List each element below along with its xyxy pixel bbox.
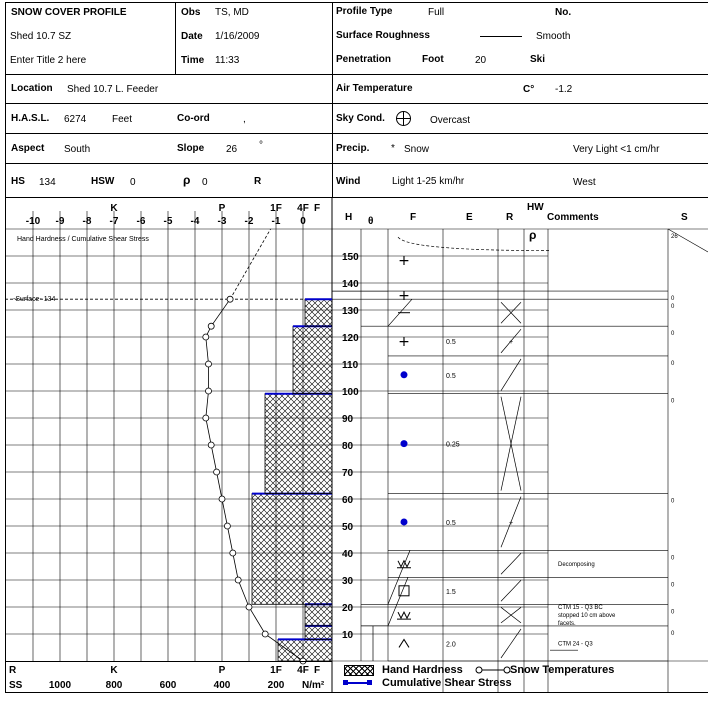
layer-comment: facets. xyxy=(558,621,576,628)
r-label: R xyxy=(254,176,262,187)
chart-title: Hand Hardness / Cumulative Shear Stress xyxy=(17,236,149,243)
profile-type-label: Profile Type xyxy=(336,6,393,17)
snow-temperature-point xyxy=(206,361,212,367)
col-h-header: H xyxy=(345,212,353,223)
height-tick-label: 110 xyxy=(342,360,359,371)
height-tick-label: 120 xyxy=(342,333,359,344)
height-tick-label: 70 xyxy=(342,468,354,479)
footer-ss-unit: N/m² xyxy=(302,680,325,691)
location-value: Shed 10.7 L. Feeder xyxy=(67,84,159,95)
snow-temperature-point xyxy=(262,631,268,637)
hardness-bar xyxy=(293,326,332,394)
time-value: 11:33 xyxy=(215,55,240,66)
profile-title: SNOW COVER PROFILE xyxy=(11,7,127,18)
legend-shear-label: Cumulative Shear Stress xyxy=(382,677,512,689)
col-hw-header: HW xyxy=(527,202,544,213)
stability-value: 0 xyxy=(671,360,675,367)
footer-ss-1000: 1000 xyxy=(48,680,72,691)
hsw-label: HSW xyxy=(91,176,115,187)
temp-tick-label: -10 xyxy=(25,216,41,227)
hasl-unit: Feet xyxy=(112,114,133,125)
height-tick-label: 10 xyxy=(342,630,354,641)
height-tick-label: 130 xyxy=(342,306,359,317)
temp-tick-label: -3 xyxy=(217,216,227,227)
temp-tick-label: -8 xyxy=(82,216,92,227)
snow-temperature-point xyxy=(203,334,209,340)
snow-temperature-point xyxy=(203,415,209,421)
footer-ss-800: 800 xyxy=(105,680,123,691)
stability-value: 0 xyxy=(671,304,675,311)
grain-size-value: 0.25 xyxy=(446,441,460,449)
penetration-value: 20 xyxy=(475,55,487,66)
col-r-header: R xyxy=(506,212,514,223)
snow-temperature-point xyxy=(208,442,214,448)
hardness-bar xyxy=(265,394,332,494)
precip-rate: Very Light <1 cm/hr xyxy=(573,144,660,155)
depth-hoar-icon xyxy=(399,639,409,647)
height-tick-label: 100 xyxy=(342,387,359,398)
s-column-diagonal xyxy=(668,229,708,252)
coord-value: , xyxy=(243,114,246,125)
new-snow-icon: + xyxy=(398,253,410,270)
wind-label: Wind xyxy=(336,176,361,187)
footer-ss-600: 600 xyxy=(159,680,177,691)
penetration-label: Penetration xyxy=(336,54,392,65)
time-label: Time xyxy=(181,55,205,66)
precip-symbol: * xyxy=(391,143,395,154)
wind-direction: West xyxy=(573,177,596,188)
stability-value: 0 xyxy=(671,296,675,303)
hardness-bar xyxy=(305,299,332,326)
height-tick-label: 40 xyxy=(342,549,354,560)
hardness-bar xyxy=(252,494,332,605)
snow-temperature-point xyxy=(219,496,225,502)
footer-rule-top xyxy=(5,661,332,662)
stability-value: 0 xyxy=(671,609,675,616)
resistance-slash xyxy=(501,580,521,601)
hasl-label: H.A.S.L. xyxy=(11,113,50,124)
grain-size-value: 0.5 xyxy=(446,372,456,380)
resistance-plus: + xyxy=(508,339,514,347)
legend-shear-swatch xyxy=(343,678,375,688)
snow-temperature-point xyxy=(214,469,220,475)
snow-temperature-point xyxy=(235,577,241,583)
aspect-label: Aspect xyxy=(11,143,45,154)
height-tick-label: 150 xyxy=(342,252,359,263)
hsw-value: 0 xyxy=(130,177,136,188)
col-s-header: S xyxy=(681,212,688,223)
rounded-grains-icon xyxy=(401,440,408,447)
resistance-slash xyxy=(501,629,521,658)
precip-value: Snow xyxy=(404,144,430,155)
footer-ss-400: 400 xyxy=(213,680,231,691)
axis-letter-p-top: P xyxy=(218,203,226,214)
footer-f: F xyxy=(313,665,321,676)
col-f-header: F xyxy=(410,212,417,223)
legend-hardness-swatch xyxy=(344,665,374,676)
legend-temp-label: Snow Temperatures xyxy=(510,664,615,676)
mixed-forms-icon xyxy=(397,612,411,619)
height-tick-label: 80 xyxy=(342,441,354,452)
temp-tick-label: -4 xyxy=(190,216,200,227)
hardness-bar xyxy=(278,639,332,661)
resistance-slash xyxy=(501,553,521,574)
legend-temp-swatch xyxy=(474,664,514,676)
coord-label: Co-ord xyxy=(177,113,210,124)
rounded-grains-icon xyxy=(401,518,408,525)
air-temp-value: -1.2 xyxy=(555,84,573,95)
height-tick-label: 60 xyxy=(342,495,354,506)
wind-value: Light 1-25 km/hr xyxy=(392,176,465,187)
footer-k: K xyxy=(110,665,118,676)
col-e-header: E xyxy=(466,212,473,223)
sky-label: Sky Cond. xyxy=(336,113,385,124)
height-tick-label: 140 xyxy=(342,279,359,290)
rho-value: 0 xyxy=(202,177,208,188)
penetration-unit: Foot xyxy=(422,54,444,65)
temp-tick-label: -1 xyxy=(271,216,281,227)
theta-dashed-trace xyxy=(398,237,549,251)
profile-subtitle-2: Enter Title 2 here xyxy=(10,55,87,66)
stability-value: 0 xyxy=(671,630,675,637)
air-temperature-line xyxy=(230,229,271,299)
slope-value: 26 xyxy=(226,144,238,155)
profile-type-value: Full xyxy=(428,7,445,18)
layer-comment: stopped 10 cm above xyxy=(558,613,616,620)
layer-comment: CTM 15 - Q3 BC xyxy=(558,605,603,612)
col-theta-header: θ xyxy=(368,216,374,227)
snow-temperature-point xyxy=(206,388,212,394)
footer-r: R xyxy=(9,665,17,676)
rounded-grains-icon xyxy=(401,371,408,378)
resistance-slash xyxy=(501,359,521,391)
aspect-value: South xyxy=(64,144,91,155)
snow-temperature-point xyxy=(227,296,233,302)
hs-value: 134 xyxy=(39,177,56,188)
rho-label: ρ xyxy=(183,173,191,187)
layer-comment: CTM 24 - Q3 xyxy=(558,641,593,648)
temp-tick-label: -9 xyxy=(55,216,65,227)
no-label: No. xyxy=(555,7,572,18)
surface-roughness-value: Smooth xyxy=(536,31,571,42)
stability-value: 0 xyxy=(671,498,675,505)
date-label: Date xyxy=(181,31,203,42)
surface-roughness-label: Surface Roughness xyxy=(336,30,430,41)
height-tick-label: 90 xyxy=(342,414,354,425)
hasl-value: 6274 xyxy=(64,114,87,125)
grain-size-value: 2.0 xyxy=(446,641,456,649)
profile-subtitle: Shed 10.7 SZ xyxy=(10,31,72,42)
penetration-type: Ski xyxy=(530,54,546,65)
hardness-bar xyxy=(305,626,332,640)
stability-value: 26 xyxy=(671,234,678,240)
air-temp-label: Air Temperature xyxy=(336,83,413,94)
height-tick-label: 30 xyxy=(342,576,354,587)
new-snow-icon: + xyxy=(398,288,410,305)
footer-p: P xyxy=(218,665,226,676)
snow-temperature-point xyxy=(230,550,236,556)
snow-temperature-point xyxy=(208,323,214,329)
height-tick-label: 50 xyxy=(342,522,354,533)
snow-temperature-point xyxy=(246,604,252,610)
date-value: 1/16/2009 xyxy=(215,31,260,42)
grain-size-value: 1.5 xyxy=(446,588,456,596)
stability-value: 0 xyxy=(671,555,675,562)
grain-size-value: 0.5 xyxy=(446,339,456,347)
axis-letter-1f-top: 1F xyxy=(270,203,282,214)
sky-value: Overcast xyxy=(430,115,471,126)
obs-label: Obs xyxy=(181,7,201,18)
col-comments-header: Comments xyxy=(547,212,599,223)
temp-tick-label: -6 xyxy=(136,216,146,227)
hardness-bar xyxy=(305,604,332,626)
location-label: Location xyxy=(11,83,53,94)
slope-label: Slope xyxy=(177,143,205,154)
temp-tick-label: -2 xyxy=(244,216,254,227)
air-temp-unit: C° xyxy=(523,84,535,95)
stability-value: 0 xyxy=(671,582,675,589)
axis-letter-k-top: K xyxy=(110,203,118,214)
hs-label: HS xyxy=(11,176,25,187)
surface-label: -Surface- 134 xyxy=(13,296,56,303)
snow-temperature-point xyxy=(224,523,230,529)
stability-value: 0 xyxy=(671,331,675,338)
grain-size-value: 0.5 xyxy=(446,519,456,527)
col-rho-header: ρ xyxy=(529,228,537,242)
axis-letter-f-top: F xyxy=(313,203,321,214)
legend-hardness-label: Hand Hardness xyxy=(382,664,463,676)
axis-letter-4f-top: 4F xyxy=(297,203,309,214)
height-tick-label: 20 xyxy=(342,603,354,614)
stability-value: 0 xyxy=(671,398,675,405)
resistance-plus: + xyxy=(508,519,514,527)
temp-tick-label: -5 xyxy=(163,216,173,227)
temp-tick-label: 0 xyxy=(300,216,306,227)
footer-4f: 4F xyxy=(297,665,309,676)
precip-label: Precip. xyxy=(336,143,370,154)
temp-tick-label: -7 xyxy=(109,216,119,227)
footer-ss: SS xyxy=(9,680,23,691)
slope-unit: ° xyxy=(259,140,263,151)
footer-ss-200: 200 xyxy=(267,680,285,691)
new-snow-icon: + xyxy=(398,334,410,351)
footer-rule-bottom xyxy=(5,692,708,693)
footer-1f: 1F xyxy=(270,665,282,676)
layer-comment: Decomposing xyxy=(558,561,595,568)
obs-value: TS, MD xyxy=(215,7,249,18)
